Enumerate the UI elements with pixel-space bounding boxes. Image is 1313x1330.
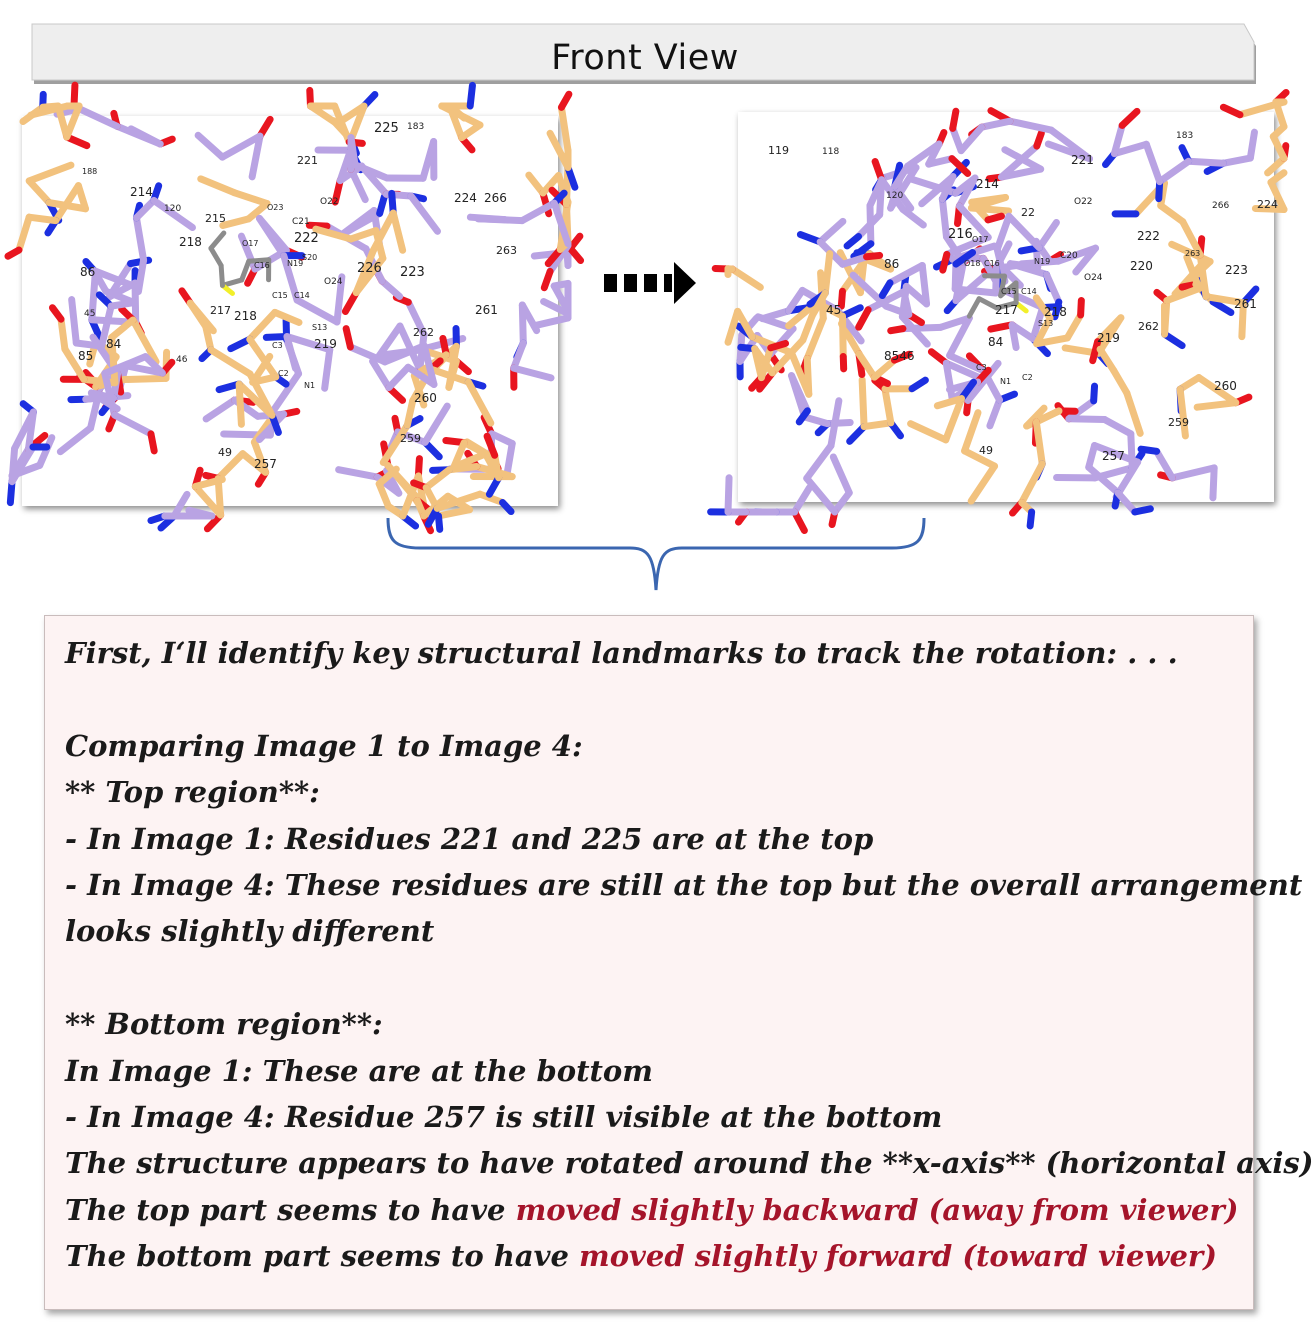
atom-bond bbox=[325, 350, 330, 389]
atom-bond bbox=[1067, 315, 1080, 338]
text-line: First, I‘ll identify key structural landmarks to track the rotation: . . . bbox=[65, 636, 1178, 670]
residue-label: 22 bbox=[1021, 206, 1035, 219]
text-line: The structure appears to have rotated around the **x-axis** (horizontal axis) bbox=[65, 1146, 1313, 1181]
atom-bond bbox=[807, 446, 831, 479]
text-line: - In Image 4: Residue 257 is still visible at the bottom bbox=[65, 1099, 943, 1134]
residue-label: O24 bbox=[324, 277, 343, 287]
reasoning-text-box bbox=[44, 615, 1313, 1310]
atom-bond bbox=[847, 236, 858, 245]
atom-bond bbox=[382, 281, 400, 297]
residue-label: 226 bbox=[357, 261, 382, 276]
atom-bond bbox=[470, 85, 472, 106]
atom-bond bbox=[803, 316, 812, 341]
atom-bond bbox=[478, 219, 522, 221]
atom-bond bbox=[206, 400, 234, 419]
arrow-dash-3 bbox=[644, 274, 657, 292]
atom-bond bbox=[1223, 158, 1250, 163]
atom-bond bbox=[1189, 161, 1224, 163]
atom-bond bbox=[1122, 111, 1137, 125]
atom-bond bbox=[859, 310, 869, 327]
residue-label: 261 bbox=[1234, 297, 1257, 311]
residue-label: 225 bbox=[374, 121, 399, 136]
residue-label: O22 bbox=[1074, 197, 1093, 207]
atom-bond bbox=[943, 254, 947, 270]
atom-bond bbox=[351, 231, 376, 239]
residue-label: 224 bbox=[454, 191, 477, 205]
atom-bond bbox=[996, 267, 997, 293]
residue-label: 218 bbox=[179, 235, 202, 249]
atom-bond bbox=[820, 221, 843, 242]
curly-brace bbox=[380, 512, 940, 602]
atom-bond bbox=[1146, 144, 1159, 181]
atom-bond bbox=[880, 180, 882, 215]
atom-bond bbox=[29, 181, 49, 203]
residue-label: 216 bbox=[948, 227, 973, 242]
residue-label: 183 bbox=[407, 122, 425, 132]
atom-bond bbox=[1012, 325, 1016, 348]
banner-title: Front View bbox=[551, 38, 739, 78]
molecule-image-4 bbox=[738, 112, 1278, 502]
atom-bond bbox=[19, 217, 29, 250]
atom-bond bbox=[259, 218, 283, 255]
atom-bond bbox=[211, 350, 250, 374]
residue-label: C20 bbox=[1060, 251, 1078, 261]
residue-label: 222 bbox=[1137, 229, 1160, 243]
residue-label: 220 bbox=[1130, 259, 1153, 273]
atom-bond bbox=[1105, 420, 1131, 434]
residue-label: O24 bbox=[1084, 273, 1103, 283]
atom-bond bbox=[1271, 173, 1284, 183]
residue-label: 218 bbox=[234, 309, 257, 323]
residue-label: 223 bbox=[400, 265, 425, 280]
blank-line bbox=[65, 955, 1233, 1001]
highlight-text: moved slightly backward (away from viewer) bbox=[515, 1192, 1239, 1227]
arrow-dash-4 bbox=[664, 274, 672, 292]
atom-bond bbox=[807, 478, 835, 512]
arrow-head bbox=[674, 262, 696, 304]
atom-bond bbox=[1197, 403, 1236, 408]
atom-bond bbox=[115, 415, 151, 434]
residue-label: 257 bbox=[254, 457, 277, 471]
residue-label: 119 bbox=[768, 144, 789, 157]
atom-bond bbox=[29, 165, 71, 181]
atom-bond bbox=[953, 128, 961, 150]
atom-bond bbox=[862, 380, 864, 427]
text-line bbox=[65, 1187, 1239, 1233]
atom-bond bbox=[514, 368, 551, 378]
atom-bond bbox=[561, 94, 568, 107]
residue-label: 219 bbox=[314, 337, 337, 351]
residue-label: C14 bbox=[294, 291, 310, 300]
highlight-text: moved slightly forward (toward viewer) bbox=[579, 1239, 1217, 1274]
atom-bond bbox=[1273, 137, 1284, 159]
residue-label: 86 bbox=[80, 265, 96, 279]
residue-label: O17 bbox=[972, 235, 989, 244]
atom-bond bbox=[507, 443, 512, 472]
atom-bond bbox=[29, 217, 56, 220]
residue-label: 86 bbox=[884, 257, 900, 271]
atom-bond bbox=[389, 367, 408, 387]
blank-line bbox=[65, 676, 1233, 722]
atom-bond bbox=[561, 107, 568, 150]
residue-label: 222 bbox=[294, 231, 319, 246]
text-line bbox=[65, 1233, 1233, 1279]
residue-label: 118 bbox=[822, 147, 840, 157]
atom-bond bbox=[988, 216, 1001, 220]
atom-bond bbox=[835, 493, 849, 512]
residue-label: C14 bbox=[1021, 287, 1037, 296]
residue-label: C2 bbox=[1022, 373, 1033, 382]
atom-bond bbox=[1114, 371, 1127, 393]
dotted-right-arrow bbox=[600, 262, 700, 308]
residue-label: C2 bbox=[278, 369, 289, 378]
atom-bond bbox=[514, 343, 524, 368]
atom-bond bbox=[1118, 493, 1135, 512]
residue-label: C21 bbox=[292, 217, 310, 227]
residue-label: 219 bbox=[1097, 331, 1120, 345]
atom-bond bbox=[1165, 301, 1167, 335]
atom-bond bbox=[942, 199, 946, 237]
atom-bond bbox=[534, 318, 568, 326]
atom-bond bbox=[1009, 216, 1039, 247]
atom-bond bbox=[522, 305, 523, 343]
residue-label: O17 bbox=[242, 239, 259, 248]
atom-bond bbox=[8, 250, 19, 256]
atom-bond bbox=[239, 384, 241, 424]
residue-label: 84 bbox=[988, 335, 1004, 349]
atom-bond bbox=[1135, 509, 1151, 512]
atom-bond bbox=[1081, 300, 1082, 315]
atom-bond bbox=[728, 311, 738, 342]
atom-bond bbox=[60, 428, 90, 452]
atom-bond bbox=[922, 265, 926, 303]
residue-label: 223 bbox=[1225, 263, 1248, 277]
atom-bond bbox=[373, 361, 389, 387]
atom-bond bbox=[425, 406, 447, 442]
atom-bond bbox=[763, 311, 789, 319]
residue-label: 45 bbox=[84, 309, 96, 319]
residue-label: O23 bbox=[267, 203, 284, 212]
atom-bond bbox=[72, 300, 77, 343]
residue-label: 224 bbox=[1257, 198, 1278, 211]
residue-label: C3 bbox=[976, 363, 987, 372]
text-line: Comparing Image 1 to Image 4: bbox=[65, 728, 583, 763]
atom-bond bbox=[732, 269, 760, 287]
atom-bond bbox=[971, 466, 994, 501]
residue-label: 257 bbox=[1102, 449, 1125, 463]
arrow-dash-1 bbox=[604, 274, 617, 292]
atom-bond bbox=[728, 478, 729, 512]
residue-label: 262 bbox=[1138, 320, 1159, 333]
residue-label: 260 bbox=[414, 391, 437, 405]
atom-bond bbox=[1223, 107, 1240, 115]
atom-bond bbox=[76, 343, 101, 346]
residue-label: C16 bbox=[254, 261, 270, 270]
atom-bond bbox=[843, 316, 844, 356]
atom-bond bbox=[544, 271, 550, 287]
atom-bond bbox=[223, 219, 249, 226]
atom-bond bbox=[297, 300, 337, 322]
residue-label: 8546 bbox=[884, 349, 915, 363]
molecule-image-1 bbox=[22, 116, 558, 506]
text-line: ** Top region**: bbox=[65, 775, 320, 810]
residue-label: 120 bbox=[886, 191, 904, 201]
atom-bond bbox=[982, 121, 1010, 127]
residue-label: 217 bbox=[995, 303, 1018, 317]
atom-bond bbox=[972, 197, 1006, 202]
atom-bond bbox=[309, 225, 327, 226]
residue-label: O22 bbox=[320, 197, 339, 207]
atom-bond bbox=[1039, 222, 1056, 247]
atom-bond bbox=[1036, 422, 1042, 464]
residue-label: 46 bbox=[176, 355, 188, 365]
residue-label: N19 bbox=[287, 259, 304, 268]
atom-bond bbox=[351, 169, 365, 199]
atom-bond bbox=[198, 135, 222, 157]
atom-bond bbox=[234, 193, 267, 204]
text-line: - In Image 4: These residues are still at the top but the overall arrangement bbox=[65, 867, 1303, 902]
atom-bond bbox=[1022, 464, 1042, 503]
residue-label: 214 bbox=[130, 185, 153, 199]
atom-bond bbox=[339, 470, 378, 477]
residue-label: 45 bbox=[826, 303, 842, 317]
residue-label: 188 bbox=[82, 167, 98, 176]
residue-label: C15 bbox=[1001, 287, 1017, 296]
atom-bond bbox=[965, 413, 978, 451]
atom-bond bbox=[52, 308, 61, 319]
residue-label: N1 bbox=[304, 381, 316, 390]
atom-bond bbox=[1161, 206, 1183, 222]
residue-label: 218 bbox=[1044, 305, 1067, 319]
atom-bond bbox=[771, 343, 786, 347]
text-line-prefix: The top part seems to have bbox=[65, 1192, 516, 1227]
atom-bond bbox=[136, 218, 143, 260]
atom-bond bbox=[351, 138, 355, 165]
atom-bond bbox=[882, 283, 890, 296]
atom-bond bbox=[201, 179, 235, 193]
residue-label: 266 bbox=[484, 191, 507, 205]
atom-bond bbox=[503, 502, 512, 511]
atom-bond bbox=[1030, 512, 1032, 526]
atom-bond bbox=[1127, 393, 1140, 433]
atom-bond bbox=[864, 423, 891, 427]
residue-label: 49 bbox=[979, 444, 993, 457]
atom-bond bbox=[903, 209, 923, 225]
atom-bond bbox=[990, 400, 1000, 426]
atom-bond bbox=[953, 111, 956, 128]
molecule-structure-1 bbox=[22, 116, 558, 506]
text-line: In Image 1: These are at the bottom bbox=[65, 1053, 653, 1088]
atom-bond bbox=[805, 417, 828, 424]
atom-bond bbox=[211, 233, 224, 248]
text-line: - In Image 1: Residues 221 and 225 are at the top bbox=[65, 821, 874, 856]
view-banner bbox=[32, 22, 1258, 86]
residue-label: 49 bbox=[218, 446, 232, 459]
residue-label: 259 bbox=[1168, 416, 1189, 429]
atom-bond bbox=[955, 264, 956, 289]
residue-label: N1 bbox=[1000, 377, 1012, 386]
text-line-prefix: The bottom part seems to have bbox=[65, 1239, 580, 1274]
residue-label: 262 bbox=[413, 326, 434, 339]
residue-label: 84 bbox=[106, 337, 122, 351]
residue-label: S13 bbox=[1038, 319, 1054, 328]
atom-bond bbox=[211, 248, 221, 265]
atom-bond bbox=[969, 299, 979, 316]
residue-label: 261 bbox=[475, 303, 498, 317]
residue-label: 183 bbox=[1176, 131, 1194, 141]
atom-bond bbox=[885, 389, 891, 423]
atom-bond bbox=[911, 424, 946, 440]
atom-bond bbox=[275, 312, 299, 322]
atom-bond bbox=[891, 329, 903, 331]
residue-label: C15 bbox=[272, 291, 288, 300]
label-layer bbox=[78, 121, 517, 471]
atom-bond bbox=[902, 286, 906, 316]
atom-bond bbox=[1160, 161, 1189, 181]
atom-bond bbox=[1172, 468, 1214, 478]
residue-label: N19 bbox=[1034, 257, 1051, 266]
atom-bond bbox=[867, 255, 880, 256]
atom-bond bbox=[912, 380, 925, 389]
residue-label: O18 bbox=[964, 259, 981, 268]
atom-bond bbox=[1250, 132, 1254, 158]
atom-bond bbox=[795, 488, 810, 512]
atom-bond bbox=[1037, 133, 1042, 146]
atom-bond bbox=[151, 434, 154, 451]
atom-bond bbox=[831, 401, 839, 446]
residue-label: 221 bbox=[297, 154, 318, 167]
residue-label: C3 bbox=[272, 341, 283, 350]
atom-bond bbox=[841, 291, 842, 306]
atom-bond bbox=[1094, 386, 1095, 401]
molecule-structure-4 bbox=[738, 112, 1278, 502]
atom-bond bbox=[346, 329, 350, 347]
residue-label: 259 bbox=[400, 432, 421, 445]
residue-label: S13 bbox=[312, 323, 328, 332]
residue-label: C16 bbox=[984, 259, 1000, 268]
atom-bond bbox=[221, 265, 222, 285]
residue-label: S20 bbox=[302, 253, 318, 262]
arrow-dash-2 bbox=[624, 274, 637, 292]
residue-label: 263 bbox=[1185, 249, 1201, 258]
atom-bond bbox=[955, 289, 996, 293]
residue-label: 263 bbox=[496, 244, 517, 257]
residue-label: 260 bbox=[1214, 379, 1237, 393]
atom-bond bbox=[1010, 121, 1051, 130]
atom-bond bbox=[393, 213, 402, 250]
atom-bond bbox=[833, 457, 849, 493]
residue-label: 120 bbox=[164, 204, 182, 214]
text-line: ** Bottom region**: bbox=[65, 1007, 383, 1042]
atom-bond bbox=[124, 378, 166, 379]
atom-bond bbox=[825, 254, 829, 294]
residue-label: 266 bbox=[1212, 201, 1230, 211]
residue-label: 215 bbox=[205, 212, 226, 225]
atom-bond bbox=[61, 319, 65, 349]
atom-bond bbox=[380, 197, 385, 214]
residue-label: 221 bbox=[1071, 153, 1094, 167]
residue-label: 217 bbox=[210, 304, 231, 317]
text-line: looks slightly different bbox=[65, 914, 435, 949]
atom-bond bbox=[1213, 468, 1214, 498]
residue-label: 85 bbox=[78, 349, 94, 363]
residue-label: 214 bbox=[976, 177, 999, 191]
